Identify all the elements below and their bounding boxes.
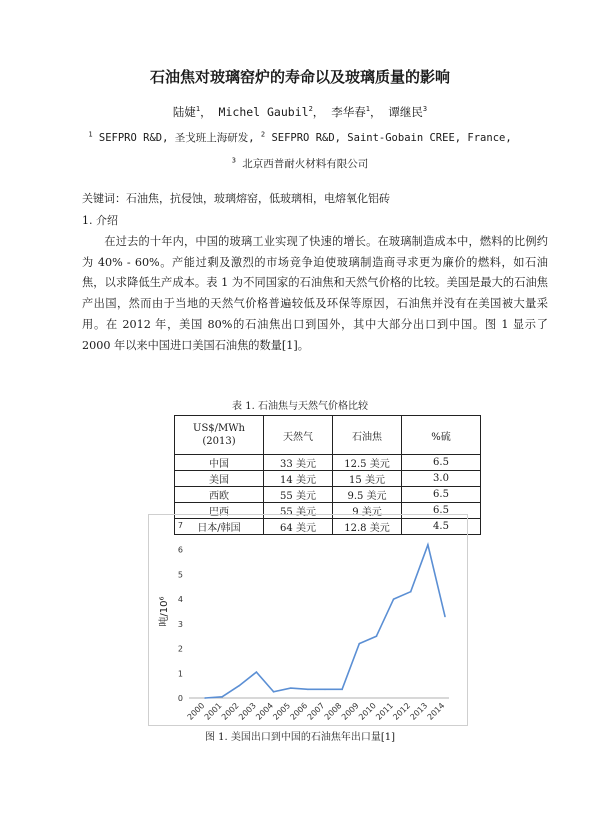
author-name: 李华春: [331, 105, 366, 119]
cell-gas: 55 美元: [264, 503, 333, 519]
x-tick-label: 2001: [202, 701, 224, 722]
y-tick-label: 2: [177, 644, 183, 654]
data-point: [444, 616, 446, 618]
author-name: 陆婕: [172, 105, 196, 119]
affiliation-sup: 2: [260, 130, 266, 139]
author-sup: 1: [365, 105, 370, 114]
x-tick-label: 2006: [288, 701, 310, 722]
y-tick-label: 6: [177, 545, 183, 555]
data-point: [238, 685, 240, 687]
x-tick-label: 2004: [254, 701, 275, 722]
data-point: [273, 691, 275, 693]
cell-coke: 9 美元: [333, 503, 402, 519]
table-caption: 表 1. 石油焦与天然气价格比较: [232, 401, 368, 412]
paper-title: 石油焦对玻璃窑炉的寿命以及玻璃质量的影响: [149, 68, 450, 86]
x-tick-label: 2010: [357, 701, 378, 722]
y-tick-label: 0: [177, 694, 183, 703]
cell-coke: 12.8 美元: [333, 519, 402, 535]
data-point: [427, 544, 429, 546]
body-text: [82, 232, 548, 356]
cell-country: 巴西: [175, 503, 264, 519]
chart-figure: [148, 514, 468, 726]
cell-country: 西欧: [175, 487, 264, 503]
affiliation-line-1: [0, 130, 600, 145]
x-tick-label: 2007: [305, 701, 327, 722]
line-chart: [149, 515, 467, 725]
x-tick-label: 2009: [339, 701, 361, 722]
cell-gas: 14 美元: [264, 471, 333, 487]
x-tick-label: 2011: [374, 701, 395, 722]
x-tick-label: 2013: [408, 701, 430, 722]
y-tick-label: 4: [177, 595, 183, 605]
table-row: [175, 455, 481, 471]
author-sup: 3: [422, 105, 428, 114]
author-name: 谭继民: [388, 105, 423, 119]
section-heading: 1. 介绍: [82, 214, 118, 227]
table-header-coke: 石油焦: [333, 416, 402, 455]
header-year-text: (2013): [202, 436, 236, 447]
y-tick-label: 5: [177, 570, 183, 580]
data-point: [410, 591, 412, 593]
author-name: Michel Gaubil: [218, 105, 309, 119]
table-header-row: [175, 416, 481, 455]
affiliation-3: 北京西普耐火材料有限公司: [242, 158, 369, 170]
data-point: [221, 696, 223, 698]
y-tick-label: 3: [177, 619, 183, 629]
figure-caption: 图 1. 美国出口到中国的石油焦年出口量[1]: [204, 732, 396, 743]
table-row: [175, 471, 481, 487]
cell-country: 美国: [175, 471, 264, 487]
affiliation-2: SEFPRO R&D, Saint-Gobain CREE, France,: [271, 132, 512, 144]
y-tick-label: 1: [177, 669, 183, 679]
cell-gas: 64 美元: [264, 519, 333, 535]
x-tick-label: 2002: [219, 701, 241, 722]
data-point: [204, 697, 206, 699]
cell-gas: 33 美元: [264, 455, 333, 471]
data-point: [290, 687, 292, 689]
header-unit-text: US$/MWh: [193, 423, 245, 434]
affiliation-1: SEFPRO R&D, 圣戈班上海研发,: [98, 132, 255, 144]
cell-sulfur: 4.5: [402, 519, 481, 535]
author-sup: 1: [195, 105, 201, 114]
x-tick-label: 2008: [322, 701, 344, 722]
x-tick-label: 2014: [425, 701, 447, 722]
y-tick-label: 7: [177, 521, 183, 530]
table-row: [175, 487, 481, 503]
cell-sulfur: 6.5: [402, 455, 481, 471]
intro-paragraph: 在过去的十年内，中国的玻璃工业实现了快速的增长。在玻璃制造成本中，燃料的比例约为 40% - 60%。产能过剩及激烈的市场竞争迫使玻璃制造商寻求更为廉价的燃料，如石油焦，以求降低生产成本。表 1 为不同国家的石油焦和天然气价格的比较。美国是最大的石油焦产出国，然而由于当地的天然气价格普遍较低及环保等原因，石油焦并没有在美国被大量采用。在 2012 年，美国 80%的石油焦出口到国外，其中大部分出口到中国。图 1 显示了 2000 年以来中国进口美国石油焦的数量[1]。: [82, 235, 548, 352]
affiliation-sup: 1: [88, 130, 93, 139]
affiliation-sup: 3: [231, 156, 236, 165]
y-axis-label: 吨/10⁶: [159, 596, 170, 627]
x-tick-label: 2000: [185, 701, 207, 722]
x-tick-label: 2005: [271, 701, 293, 722]
author-separator: ，: [200, 105, 212, 119]
cell-coke: 9.5 美元: [333, 487, 402, 503]
cell-gas: 55 美元: [264, 487, 333, 503]
data-point: [358, 643, 360, 645]
cell-country: 日本/韩国: [175, 519, 264, 535]
author-separator: ，: [369, 105, 382, 119]
data-point: [393, 598, 395, 600]
data-point: [256, 671, 258, 673]
x-tick-label: 2003: [237, 701, 258, 722]
author-line: [0, 104, 600, 120]
data-point: [376, 635, 378, 637]
affiliation-line-2: [0, 156, 600, 171]
data-point: [324, 689, 326, 691]
author-sup: 2: [308, 105, 313, 114]
data-point: [341, 689, 343, 691]
keywords: 关键词：石油焦，抗侵蚀，玻璃熔窑，低玻璃相，电熔氧化铝砖: [82, 192, 390, 205]
cell-coke: 12.5 美元: [333, 455, 402, 471]
table-header-unit: [175, 416, 264, 455]
table-header-gas: 天然气: [264, 416, 333, 455]
cell-sulfur: 6.5: [402, 503, 481, 519]
cell-sulfur: 6.5: [402, 487, 481, 503]
table-header-sulfur: %硫: [402, 416, 481, 455]
cell-sulfur: 3.0: [402, 471, 481, 487]
cell-country: 中国: [175, 455, 264, 471]
data-point: [307, 689, 309, 691]
cell-coke: 15 美元: [333, 471, 402, 487]
x-tick-label: 2012: [391, 701, 413, 722]
author-separator: ，: [312, 105, 325, 119]
series-line: [205, 545, 445, 698]
